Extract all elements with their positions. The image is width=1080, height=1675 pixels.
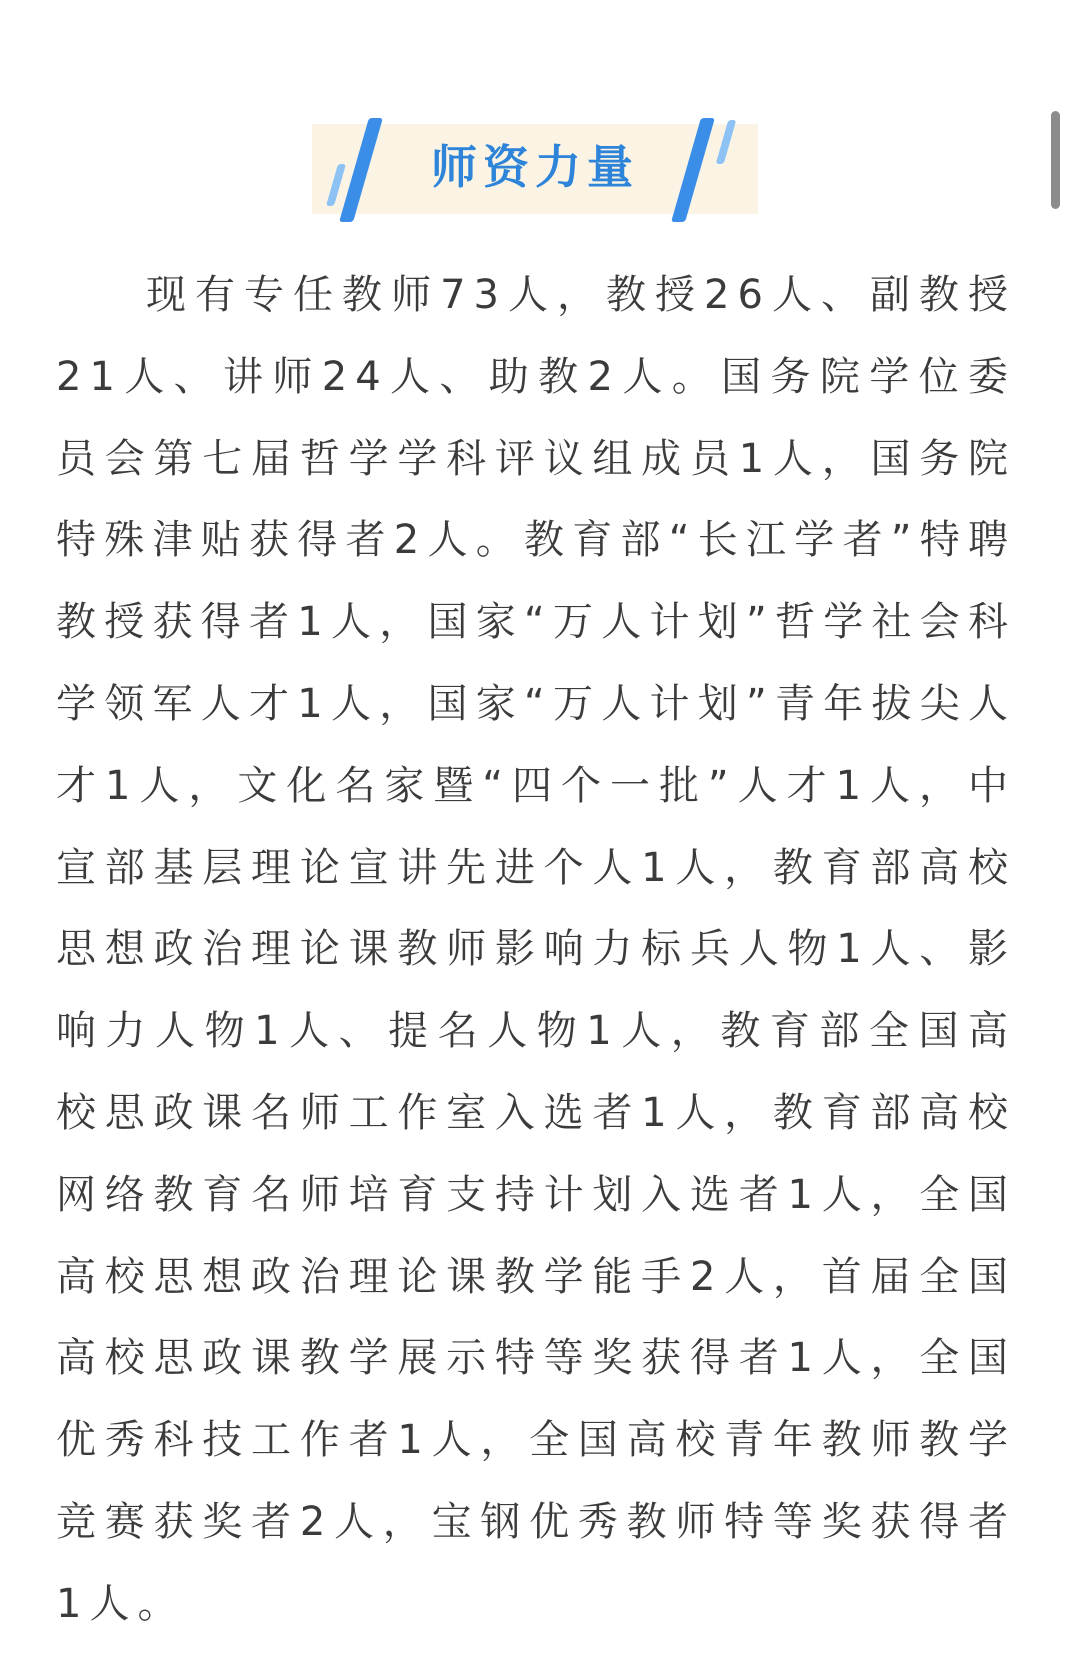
section-header	[312, 118, 758, 222]
scrollbar-thumb[interactable]	[1051, 111, 1060, 209]
faculty-description-paragraph: 现有专任教师73人，教授26人、副教授21人、讲师24人、助教2人。国务院学位委员会第七届哲学学科评议组成员1人，国务院特殊津贴获得者2人。教育部“长江学者”特聘教授获得者1人，国家“万人计划”哲学社会科学领军人才1人，国家“万人计划”青年拔尖人才1人，文化名家暨“四个一批”人才1人，中宣部基层理论宣讲先进个人1人，教育部高校思想政治理论课教师影响力标兵人物1人、影响力人物1人、提名人物1人，教育部全国高校思政课名师工作室入选者1人，教育部高校网络教育名师培育支持计划入选者1人，全国高校思想政治理论课教学能手2人，首届全国高校思政课教学展示特等奖获得者1人，全国优秀科技工作者1人，全国高校青年教师教学竞赛获奖者2人，宝钢优秀教师特等奖获得者1人。	[56, 272, 1016, 1627]
section-title: 师资力量	[431, 140, 639, 194]
